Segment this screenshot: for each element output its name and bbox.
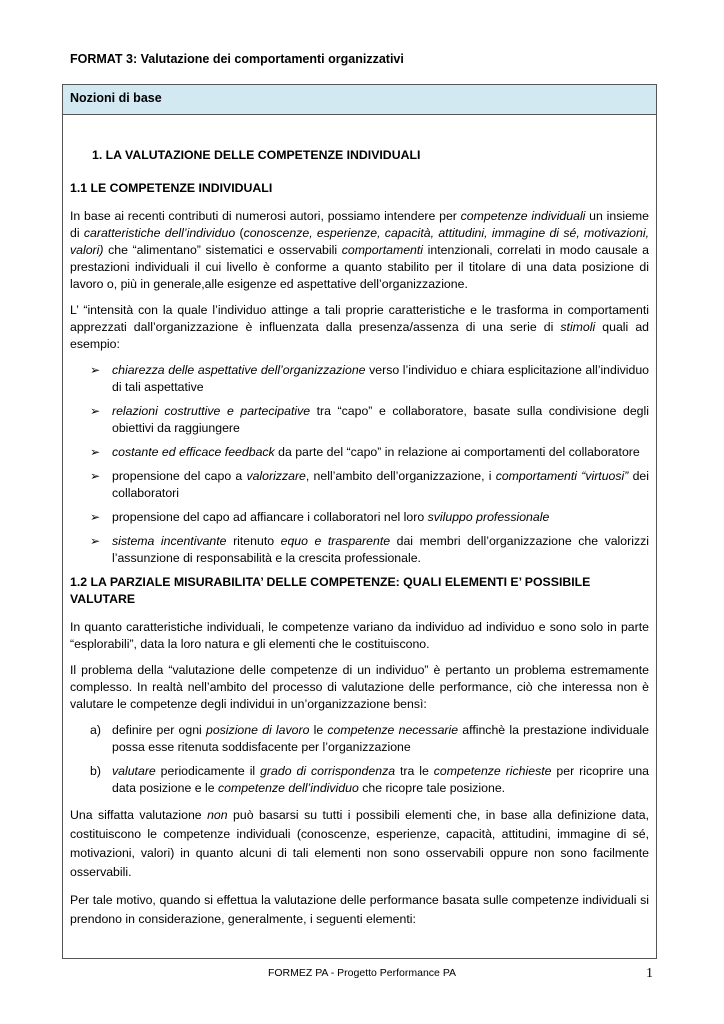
list-item: ➢ costante ed efficace feedback da parte del “capo” in relazione ai comportamenti del collaboratore — [90, 445, 640, 459]
list-item: ➢ propensione del capo a valorizzare, nell’ambito dell’organizzazione, i comportamenti “virtuosi” dei collaboratori — [90, 469, 649, 500]
paragraph-definition: In base ai recenti contributi di numerosi autori, possiamo intendere per competenze individuali un insieme di caratteristiche dell’individuo (conoscenze, esperienze, capacità, attitudini, immagine di sé, motivazioni, valori) che “alimentano” sistematici e osservabili comportamenti intenzionali, correlati in modo causale a prestazioni individuali il cui livello è conforme a quanto stabilito per il titolare di una data posizione di lavoro o, più in generale,alle esigenze ed aspettative dell’organizzazione. — [70, 209, 649, 291]
section-header-band — [63, 85, 656, 115]
paragraph-problem: Il problema della “valutazione delle competenze di un individuo” è pertanto un problema estremamente complesso. In realtà nell’ambito del processo di valutazione delle performance, ciò che interessa non è valutare le competenze degli individui in un’organizzazione bensì: — [70, 663, 649, 711]
page-number: 1 — [646, 966, 653, 981]
arrow-bullet-icon: ➢ — [90, 469, 101, 483]
page-title: FORMAT 3: Valutazione dei comportamenti organizzativi — [70, 52, 404, 66]
heading-section-1-1: 1.1 LE COMPETENZE INDIVIDUALI — [70, 181, 273, 195]
stimuli-list — [70, 362, 649, 567]
list-item: ➢ chiarezza delle aspettative dell’organizzazione verso l’individuo e chiara esplicitazione all’individuo di tali aspettative — [90, 363, 649, 394]
heading-section-1: 1. LA VALUTAZIONE DELLE COMPETENZE INDIVIDUALI — [92, 148, 421, 162]
paragraph-stimuli: L’ “intensità con la quale l’individuo attinge a tali proprie caratteristiche e le trasforma in comportamenti apprezzati dall’organizzazione è influenzata dalla presenza/assenza di una serie di stimoli quali ad esempio: — [70, 303, 650, 351]
arrow-bullet-icon: ➢ — [90, 404, 101, 418]
arrow-bullet-icon: ➢ — [90, 534, 101, 548]
lettered-list — [70, 722, 649, 797]
list-item: a) definire per ogni posizione di lavoro le competenze necessarie affinchè la prestazione individuale possa esse ritenuta soddisfacente per l’organizzazione — [90, 723, 650, 754]
heading-section-1-2: 1.2 LA PARZIALE MISURABILITA’ DELLE COMPETENZE: QUALI ELEMENTI E’ POSSIBILE VALUTARE — [70, 575, 591, 606]
paragraph-elements: Per tale motivo, quando si effettua la valutazione delle performance basata sulle competenze individuali si prendono in considerazione, generalmente, i seguenti elementi: — [70, 893, 649, 926]
list-item: ➢ sistema incentivante ritenuto equo e trasparente dai membri dell’organizzazione che valorizzi l’assunzione di responsabilità e la crescita professionale. — [90, 534, 649, 565]
list-item: ➢ relazioni costruttive e partecipative tra “capo” e collaboratore, basate sulla condivisione degli obiettivi da raggiungere — [90, 404, 649, 435]
arrow-bullet-icon: ➢ — [90, 510, 101, 524]
arrow-bullet-icon: ➢ — [90, 363, 101, 377]
content-frame — [62, 84, 657, 959]
arrow-bullet-icon: ➢ — [90, 445, 101, 459]
document-body — [70, 131, 649, 938]
list-item: ➢ propensione del capo ad affiancare i collaboratori nel loro sviluppo professionale — [90, 510, 550, 524]
section-header-title: Nozioni di base — [70, 91, 162, 105]
paragraph-characteristics: In quanto caratteristiche individuali, le competenze variano da individuo ad individuo e sono solo in parte “esplorabili”, data la loro natura e gli elementi che le costituiscono. — [70, 620, 649, 651]
list-item: b) valutare periodicamente il grado di corrispondenza tra le competenze richieste per ricoprire una data posizione e le competenze dell’individuo che ricopre tale posizione. — [90, 764, 649, 795]
page-footer: FORMEZ PA - Progetto Performance PA — [267, 967, 457, 979]
paragraph-evaluation: Una siffatta valutazione non può basarsi su tutti i possibili elementi che, in base alla definizione data, costituiscono le competenze individuali (conoscenze, esperienze, capacità, attitudini, immagine di sé, motivazioni, valori) in quanto alcuni di tali elementi non sono osservabili oppure non sono facilmente osservabili. — [70, 808, 649, 879]
